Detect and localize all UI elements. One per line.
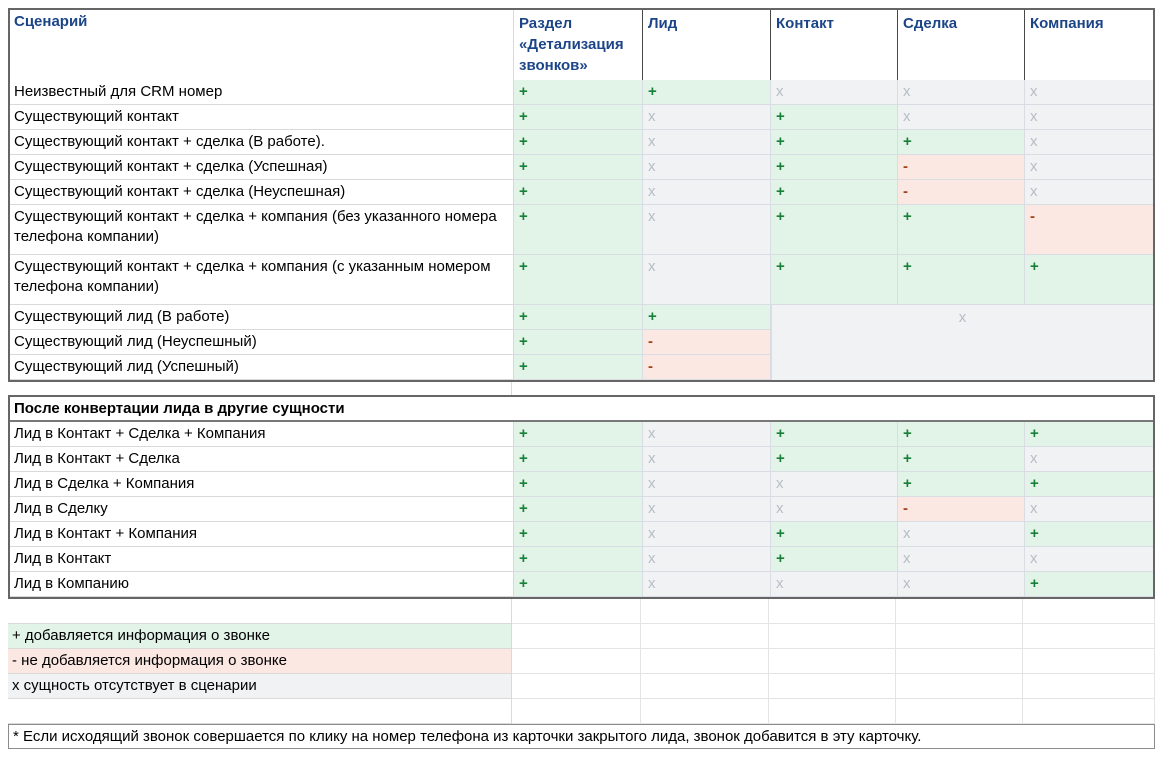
status-cell[interactable]: +	[1025, 522, 1153, 547]
table-gap	[8, 382, 1159, 395]
status-cell[interactable]: x	[898, 522, 1025, 547]
status-cell[interactable]: x	[643, 572, 771, 597]
legend-item-x[interactable]: x сущность отсутствует в сценарии	[8, 674, 512, 699]
status-cell[interactable]: +	[771, 155, 898, 180]
scenario-cell[interactable]: Лид в Контакт	[10, 547, 514, 572]
status-cell[interactable]: x	[643, 180, 771, 205]
status-cell[interactable]: x	[771, 80, 898, 105]
empty-cell[interactable]	[896, 624, 1023, 649]
status-cell[interactable]: +	[1025, 472, 1153, 497]
status-cell[interactable]: +	[514, 130, 643, 155]
merged-absent-cell[interactable]	[771, 305, 1153, 380]
status-cell[interactable]: x	[771, 572, 898, 597]
legend-item-plus[interactable]: + добавляется информация о звонке	[8, 624, 512, 649]
status-cell[interactable]: -	[643, 355, 771, 380]
column-header-scenario[interactable]: Сценарий	[10, 10, 514, 80]
scenario-cell[interactable]: Неизвестный для CRM номер	[10, 80, 514, 105]
status-cell[interactable]: +	[514, 447, 643, 472]
status-cell[interactable]: x	[898, 105, 1025, 130]
status-cell[interactable]: +	[514, 522, 643, 547]
status-cell[interactable]: +	[1025, 255, 1153, 305]
status-cell[interactable]: +	[514, 355, 643, 380]
status-cell[interactable]: +	[514, 547, 643, 572]
status-cell[interactable]: x	[771, 472, 898, 497]
status-cell[interactable]: x	[1025, 155, 1153, 180]
empty-cell[interactable]	[769, 599, 896, 624]
scenario-cell[interactable]: Существующий контакт + сделка (Неуспешная)	[10, 180, 514, 205]
empty-cell[interactable]	[1023, 699, 1155, 724]
scenario-cell[interactable]: Существующий контакт + сделка (Успешная)	[10, 155, 514, 180]
status-cell[interactable]: x	[1025, 180, 1153, 205]
status-cell[interactable]: +	[514, 255, 643, 305]
empty-grid-row	[8, 699, 1155, 724]
table-row	[10, 447, 1153, 472]
status-cell[interactable]: +	[514, 572, 643, 597]
scenario-cell[interactable]: Существующий контакт + сделка + компания (без указанного номера телефона компании)	[10, 205, 514, 255]
status-cell[interactable]: +	[643, 305, 771, 330]
status-cell[interactable]: +	[514, 80, 643, 105]
table-row	[10, 522, 1153, 547]
status-cell[interactable]: +	[643, 80, 771, 105]
table-header-row	[10, 10, 1153, 80]
status-cell[interactable]: x	[643, 522, 771, 547]
status-cell[interactable]: x	[898, 547, 1025, 572]
status-cell[interactable]: +	[771, 547, 898, 572]
legend-row	[8, 649, 1155, 674]
empty-cell[interactable]	[769, 649, 896, 674]
column-header-company[interactable]: Компания	[1030, 15, 1104, 32]
status-cell[interactable]: +	[514, 105, 643, 130]
empty-cell[interactable]	[641, 699, 769, 724]
table-row	[10, 547, 1153, 572]
empty-cell[interactable]	[1023, 624, 1155, 649]
table-row	[10, 497, 1153, 522]
lead-conversion-table	[8, 395, 1155, 599]
status-cell[interactable]: +	[514, 330, 643, 355]
status-cell[interactable]: x	[643, 130, 771, 155]
status-cell[interactable]: +	[514, 180, 643, 205]
status-cell[interactable]: x	[898, 80, 1025, 105]
empty-grid-row	[8, 599, 1155, 624]
status-cell[interactable]: +	[898, 255, 1025, 305]
status-cell[interactable]: -	[643, 330, 771, 355]
status-cell[interactable]: -	[898, 497, 1025, 522]
table-row	[10, 255, 1153, 305]
scenario-cell[interactable]: Существующий контакт + сделка (В работе).	[10, 130, 514, 155]
empty-cell[interactable]	[769, 674, 896, 699]
status-cell[interactable]: x	[1025, 447, 1153, 472]
status-cell[interactable]: -	[898, 155, 1025, 180]
empty-cell[interactable]	[1023, 599, 1155, 624]
scenario-cell[interactable]: Лид в Контакт + Сделка + Компания	[10, 422, 514, 447]
table-row	[10, 155, 1153, 180]
grid-line	[511, 382, 512, 395]
status-cell[interactable]: x	[1025, 497, 1153, 522]
empty-cell[interactable]	[641, 649, 769, 674]
empty-cell[interactable]	[769, 624, 896, 649]
status-cell[interactable]: x	[643, 105, 771, 130]
status-cell[interactable]: +	[771, 105, 898, 130]
empty-cell[interactable]	[512, 599, 641, 624]
status-cell[interactable]: x	[643, 547, 771, 572]
status-cell[interactable]: +	[514, 205, 643, 255]
status-cell[interactable]: x	[643, 447, 771, 472]
table-row	[10, 305, 771, 330]
empty-cell[interactable]	[641, 599, 769, 624]
empty-cell[interactable]	[896, 699, 1023, 724]
table-row	[10, 422, 1153, 447]
status-cell[interactable]: +	[514, 497, 643, 522]
status-cell[interactable]: +	[1025, 572, 1153, 597]
table-row	[10, 205, 1153, 255]
empty-cell[interactable]	[896, 649, 1023, 674]
scenario-cell[interactable]: Существующий лид (Успешный)	[10, 355, 514, 380]
status-cell[interactable]: +	[771, 130, 898, 155]
table-row	[10, 180, 1153, 205]
table-row	[10, 330, 771, 355]
table-row	[10, 105, 1153, 130]
legend-item-minus[interactable]: - не добавляется информация о звонке	[8, 649, 512, 674]
table-row	[10, 80, 1153, 105]
empty-cell[interactable]	[512, 624, 641, 649]
empty-cell[interactable]	[512, 649, 641, 674]
status-cell[interactable]: x	[771, 497, 898, 522]
status-cell[interactable]: -	[898, 180, 1025, 205]
legend-row	[8, 624, 1155, 649]
legend-row	[8, 674, 1155, 699]
status-cell[interactable]: x	[1025, 130, 1153, 155]
empty-cell[interactable]	[641, 624, 769, 649]
status-cell[interactable]: x	[643, 155, 771, 180]
scenario-cell[interactable]: Лид в Сделка + Компания	[10, 472, 514, 497]
scenario-cell[interactable]: Существующий лид (В работе)	[10, 305, 514, 330]
status-cell[interactable]: +	[898, 472, 1025, 497]
status-cell[interactable]: +	[771, 522, 898, 547]
status-cell[interactable]: x	[643, 497, 771, 522]
call-scenarios-table	[8, 8, 1155, 382]
column-header-deal[interactable]: Сделка	[898, 10, 1025, 80]
column-header-lead[interactable]: Лид	[643, 10, 771, 80]
status-cell[interactable]: +	[514, 305, 643, 330]
status-cell[interactable]: +	[898, 205, 1025, 255]
status-cell[interactable]: x	[643, 205, 771, 255]
scenario-cell[interactable]: Лид в Компанию	[10, 572, 514, 597]
empty-cell[interactable]	[8, 699, 512, 724]
status-cell[interactable]: x	[1025, 80, 1153, 105]
status-cell[interactable]: -	[1025, 205, 1153, 255]
spreadsheet	[8, 8, 1159, 749]
empty-cell[interactable]	[1023, 674, 1155, 699]
status-cell[interactable]: +	[514, 472, 643, 497]
status-cell[interactable]: +	[898, 422, 1025, 447]
table-row	[10, 572, 1153, 597]
empty-cell[interactable]	[512, 674, 641, 699]
status-cell[interactable]: +	[771, 180, 898, 205]
status-cell[interactable]: x	[898, 572, 1025, 597]
status-cell[interactable]: +	[898, 447, 1025, 472]
status-cell[interactable]: +	[514, 155, 643, 180]
status-cell[interactable]: +	[898, 130, 1025, 155]
status-cell[interactable]: x	[643, 255, 771, 305]
section-header[interactable]: После конвертации лида в другие сущности	[10, 397, 1153, 422]
empty-cell[interactable]	[8, 599, 512, 624]
status-cell[interactable]: x	[1025, 547, 1153, 572]
footnote-cell[interactable]: * Если исходящий звонок совершается по клику на номер телефона из карточки закрытого лида, звонок добавится в эту карточку.	[8, 724, 1155, 749]
empty-cell[interactable]	[512, 699, 641, 724]
column-header-contact[interactable]: Контакт	[771, 10, 898, 80]
table-row	[10, 355, 771, 380]
lead-rows-block	[10, 305, 1153, 380]
status-cell[interactable]: +	[771, 255, 898, 305]
scenario-cell[interactable]: Существующий контакт + сделка + компания (с указанным номером телефона компании)	[10, 255, 514, 305]
status-cell[interactable]: +	[771, 422, 898, 447]
scenario-cell[interactable]: Лид в Контакт + Сделка	[10, 447, 514, 472]
column-header-call-details[interactable]: Раздел «Детализация звонков»	[514, 10, 643, 80]
table-row	[10, 130, 1153, 155]
table-row	[10, 472, 1153, 497]
scenario-cell[interactable]: Лид в Контакт + Компания	[10, 522, 514, 547]
scenario-cell[interactable]: Существующий лид (Неуспешный)	[10, 330, 514, 355]
status-cell[interactable]: +	[771, 205, 898, 255]
empty-cell[interactable]	[1023, 649, 1155, 674]
empty-cell[interactable]	[896, 674, 1023, 699]
empty-cell[interactable]	[896, 599, 1023, 624]
scenario-cell[interactable]: Лид в Сделку	[10, 497, 514, 522]
scenario-cell[interactable]: Существующий контакт	[10, 105, 514, 130]
status-mark: x	[958, 309, 967, 326]
empty-cell[interactable]	[769, 699, 896, 724]
status-cell[interactable]: x	[643, 472, 771, 497]
status-cell[interactable]: +	[1025, 422, 1153, 447]
status-cell[interactable]: +	[771, 447, 898, 472]
status-cell[interactable]: +	[514, 422, 643, 447]
empty-cell[interactable]	[641, 674, 769, 699]
status-cell[interactable]: x	[643, 422, 771, 447]
status-cell[interactable]: x	[1025, 105, 1153, 130]
